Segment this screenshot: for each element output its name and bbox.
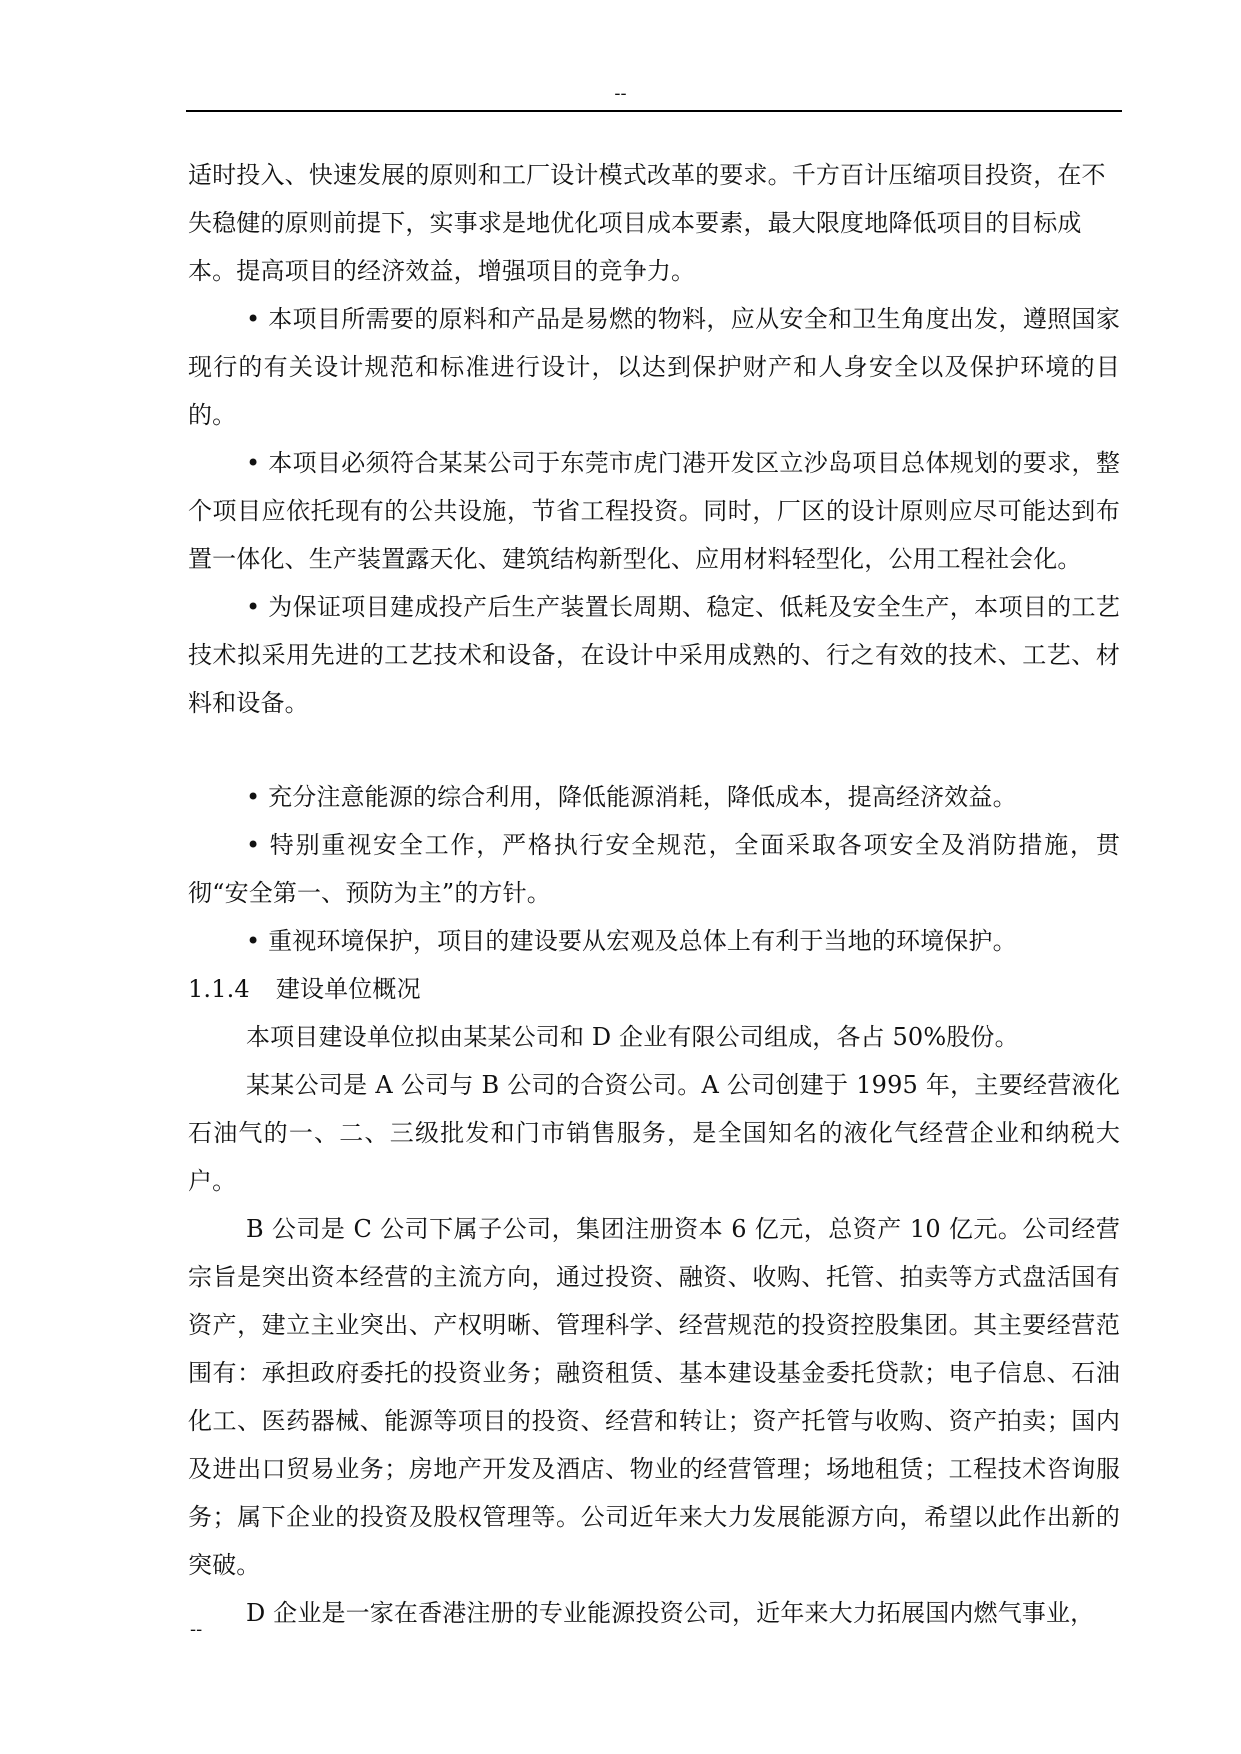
bullet-item: • 特别重视安全工作，严格执行安全规范，全面采取各项安全及消防措施，贯彻“安全第一、预防为主”的方针。 — [188, 831, 1120, 907]
body-paragraph: 本项目建设单位拟由某某公司和 D 企业有限公司组成，各占 50%股份。 — [246, 1023, 1019, 1051]
document-body — [188, 151, 1120, 1637]
header-rule — [186, 110, 1122, 112]
bullet-item: • 重视环境保护，项目的建设要从宏观及总体上有利于当地的环境保护。 — [246, 927, 1017, 955]
body-paragraph: B 公司是 C 公司下属子公司，集团注册资本 6 亿元，总资产 10 亿元。公司经营宗旨是突出资本经营的主流方向，通过投资、融资、收购、托管、拍卖等方式盘活国有资产，建立主业突出、产权明晰、管理科学、经营规范的投资控股集团。其主要经营范围有：承担政府委托的投资业务；融资租赁、基本建设基金委托贷款；电子信息、石油化工、医药器械、能源等项目的投资、经营和转让；资产托管与收购、资产拍卖；国内及进出口贸易业务；房地产开发及酒店、物业的经营管理；场地租赁；工程技术咨询服务；属下企业的投资及股权管理等。公司近年来大力发展能源方向，希望以此作出新的突破。 — [188, 1215, 1120, 1579]
intro-paragraph: 适时投入、快速发展的原则和工厂设计模式改革的要求。千方百计压缩项目投资，在不失稳健的原则前提下，实事求是地优化项目成本要素，最大限度地降低项目的目标成本。提高项目的经济效益，增强项目的竞争力。 — [188, 161, 1106, 285]
bullet-item: • 本项目必须符合某某公司于东莞市虎门港开发区立沙岛项目总体规划的要求，整个项目应依托现有的公共设施，节省工程投资。同时，厂区的设计原则应尽可能达到布置一体化、生产装置露天化、建筑结构新型化、应用材料轻型化，公用工程社会化。 — [188, 449, 1120, 573]
bullet-item: • 为保证项目建成投产后生产装置长周期、稳定、低耗及安全生产，本项目的工艺技术拟采用先进的工艺技术和设备，在设计中采用成熟的、行之有效的技术、工艺、材料和设备。 — [188, 593, 1120, 717]
footer-mark: -- — [190, 1619, 203, 1640]
bullet-item: • 本项目所需要的原料和产品是易燃的物料，应从安全和卫生角度出发，遵照国家现行的有关设计规范和标准进行设计，以达到保护财产和人身安全以及保护环境的目的。 — [188, 305, 1120, 429]
body-paragraph: D 企业是一家在香港注册的专业能源投资公司，近年来大力拓展国内燃气事业， — [246, 1599, 1095, 1627]
body-paragraph: 某某公司是 A 公司与 B 公司的合资公司。A 公司创建于 1995 年，主要经营液化石油气的一、二、三级批发和门市销售服务，是全国知名的液化气经营企业和纳税大户。 — [188, 1071, 1120, 1195]
bullet-item: • 充分注意能源的综合利用，降低能源消耗，降低成本，提高经济效益。 — [246, 783, 1017, 811]
section-heading — [188, 965, 1120, 1013]
header-mark: -- — [614, 83, 627, 104]
section-number: 1.1.4 — [188, 975, 250, 1003]
paragraph-gap — [188, 727, 1120, 773]
section-title: 建设单位概况 — [275, 975, 421, 1003]
